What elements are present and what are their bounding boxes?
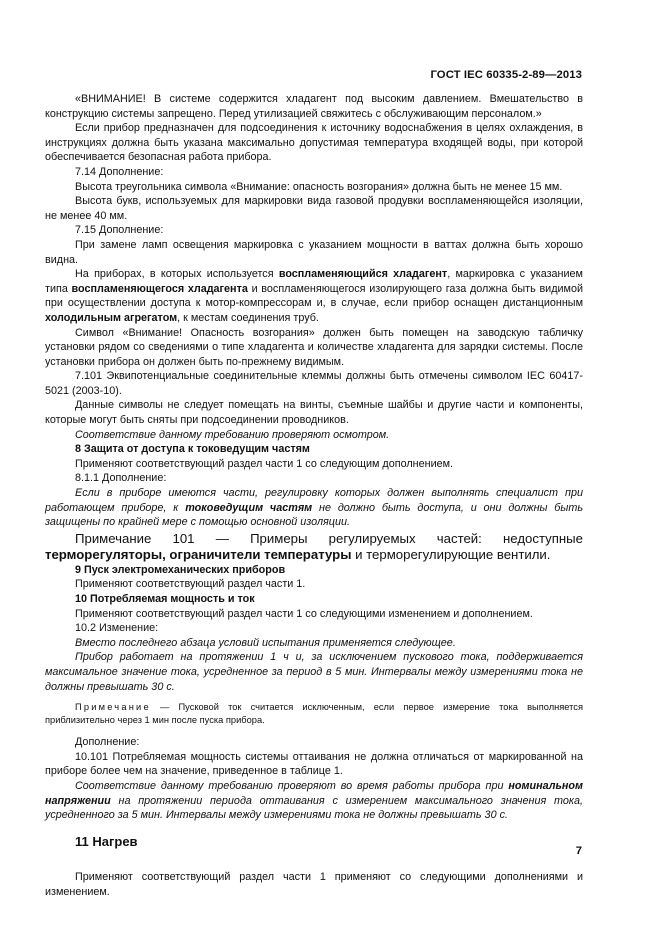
section-10-applies-paragraph: Применяют соответствующий раздел части 1 со следующими изменением и дополнением.	[75, 607, 533, 620]
refrigerant-marking-paragraph: На приборах, в которых используется воспламеняющийся хладагент, маркировка с указанием типа воспламеняющегося хладагента и воспламеняющегося изолирующего газа должна быть видимой при осуществлении доступа к мотор-компрессорам и, в случае, если прибор оснащен дистанционным холодильным агрегатом, к местам соединения труб.	[45, 268, 583, 324]
section-9-applies-paragraph: Применяют соответствующий раздел части 1.	[75, 578, 306, 591]
letter-height-paragraph: Высота букв, используемых для маркировки вида газовой продувки воспламеняющейся изоляции, не менее 40 мм.	[45, 195, 583, 222]
standard-header: ГОСТ IEC 60335-2-89—2013	[430, 69, 582, 81]
section-11-applies-paragraph: Применяют соответствующий раздел части 1 применяют со следующими дополнениями и изменением.	[45, 871, 583, 898]
triangle-height-paragraph: Высота треугольника символа «Внимание: опасность возгорания» должна быть не менее 15 мм.	[75, 180, 563, 193]
addition-heading: Дополнение:	[75, 736, 140, 749]
document-body	[45, 92, 583, 900]
clause-10-2-heading: 10.2 Изменение:	[75, 622, 159, 635]
clause-7-101-paragraph: 7.101 Эквипотенциальные соединительные клеммы должны быть отмечены символом IEC 60417-5021 (2003-10).	[45, 370, 583, 397]
fire-symbol-paragraph: Символ «Внимание! Опасность возгорания» должен быть помещен на заводскую табличку установки рядом со сведениями о типе хладагента и количестве хладагента для зарядки системы. После установки прибора он должен быть по-прежнему видимым.	[45, 326, 583, 368]
clause-8-1-1-heading: 8.1.1 Дополнение:	[75, 472, 167, 485]
starting-current-note: Примечание — Пусковой ток считается исключенным, если первое измерение тока выполняется приблизительно через 1 мин после пуска прибора.	[45, 702, 583, 726]
live-parts-paragraph: Если в приборе имеются части, регулировку которых должен выполнять специалист при работающем приборе, к токоведущим частям не должно быть доступа, и они должны быть защищены по крайней мере с помощью основной изоляции.	[45, 487, 583, 529]
note-101-paragraph: Примечание 101 — Примеры регулируемых частей: недоступные терморегуляторы, ограничители температуры и терморегулирующие вентили.	[45, 530, 583, 562]
clause-10-101-paragraph: 10.101 Потребляемая мощность системы оттаивания не должна отличаться от маркированной на приборе более чем на значение, приведенное в таблице 1.	[45, 750, 583, 778]
compliance-inspection-paragraph: Соответствие данному требованию проверяют осмотром.	[75, 428, 390, 441]
section-10-heading: 10 Потребляемая мощность и ток	[75, 593, 255, 605]
defrost-compliance-paragraph: Соответствие данному требованию проверяют во время работы прибора при номинальном напряжении на протяжении периода оттаивания с измерением максимального значения тока, усредненного за 5 мин. Интервалы между измерениями тока не должны превышать 30 с.	[45, 779, 583, 822]
operation-duration-paragraph: Прибор работает на протяжении 1 ч и, за исключением пускового тока, поддерживается максимальное значение тока, усредненное за период в 5 мин. Интервалы между измерениями тока не должны превышать 30 с.	[45, 651, 583, 693]
section-8-applies-paragraph: Применяют соответствующий раздел части 1 со следующим дополнением.	[75, 457, 454, 470]
lamp-marking-paragraph: При замене ламп освещения маркировка с указанием мощности в ваттах должна быть хорошо видна.	[45, 238, 583, 266]
warning-paragraph: «ВНИМАНИЕ! В системе содержится хладагент под высоким давлением. Вмешательство в конструкцию системы запрещено. Перед утилизацией свяжитесь с обслуживающим персоналом.»	[45, 93, 583, 120]
section-9-heading: 9 Пуск электромеханических приборов	[75, 563, 286, 576]
clause-7-14-heading: 7.14 Дополнение:	[75, 165, 164, 178]
section-8-heading: 8 Защита от доступа к токоведущим частям	[75, 443, 310, 456]
section-11-heading: 11 Нагрев	[75, 833, 138, 849]
water-supply-paragraph: Если прибор предназначен для подсоединения к источнику водоснабжения в целях охлаждения, в инструкциях должна быть указана максимально допустимая температура входящей воды, при которой обеспечивается безопасная работа прибора.	[45, 122, 583, 164]
symbols-placement-paragraph: Данные символы не следует помещать на винты, съемные шайбы и другие части и компоненты, которые могут быть сняты при подсоединении проводников.	[45, 399, 583, 427]
last-paragraph-replacement: Вместо последнего абзаца условий испытания применяется следующее.	[75, 636, 456, 649]
page-number: 7	[575, 845, 582, 857]
clause-7-15-heading: 7.15 Дополнение:	[75, 224, 164, 237]
